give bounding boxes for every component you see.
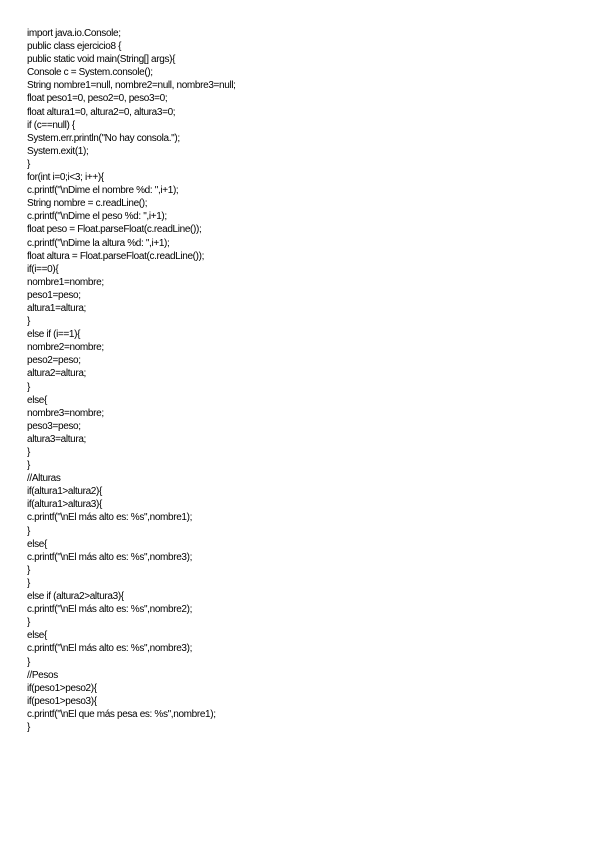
code-line: float altura = Float.parseFloat(c.readLine()); <box>27 250 205 262</box>
code-line: } <box>27 316 30 328</box>
code-line: for(int i=0;i<3; i++){ <box>27 172 104 184</box>
code-line: float peso1=0, peso2=0, peso3=0; <box>27 93 168 105</box>
code-line: nombre2=nombre; <box>27 342 104 354</box>
code-line: //Pesos <box>27 669 58 681</box>
code-line: float peso = Float.parseFloat(c.readLine()); <box>27 224 202 236</box>
code-line: //Alturas <box>27 473 61 485</box>
code-line: } <box>27 158 30 170</box>
code-line: else if (i==1){ <box>27 329 81 341</box>
code-line: nombre1=nombre; <box>27 276 104 288</box>
code-line: } <box>27 525 30 537</box>
code-listing <box>27 27 236 734</box>
code-line: c.printf("\nDime el peso %d: ",i+1); <box>27 211 167 223</box>
code-line: } <box>27 564 30 576</box>
code-line: if (c==null) { <box>27 119 75 131</box>
code-line: public static void main(String[] args){ <box>27 54 176 66</box>
code-line: altura2=altura; <box>27 368 86 380</box>
code-line: peso2=peso; <box>27 355 81 367</box>
code-line: else{ <box>27 630 47 642</box>
code-line: altura3=altura; <box>27 433 86 445</box>
code-line: c.printf("\nEl que más pesa es: %s",nombre1); <box>27 708 216 720</box>
code-line: if(peso1>peso2){ <box>27 682 97 694</box>
code-line: c.printf("\nEl más alto es: %s",nombre3); <box>27 643 193 655</box>
code-line: c.printf("\nEl más alto es: %s",nombre1); <box>27 512 193 524</box>
code-line: public class ejercicio8 { <box>27 41 122 53</box>
code-line: } <box>27 460 30 472</box>
code-line: if(peso1>peso3){ <box>27 695 97 707</box>
code-line: } <box>27 381 30 393</box>
code-line: } <box>27 577 30 589</box>
code-line: if(i==0){ <box>27 263 59 275</box>
code-line: import java.io.Console; <box>27 28 121 39</box>
code-line: System.err.println("No hay consola."); <box>27 132 180 144</box>
code-line: } <box>27 721 30 733</box>
code-line: Console c = System.console(); <box>27 67 153 79</box>
code-line: } <box>27 617 30 629</box>
code-line: String nombre1=null, nombre2=null, nombre3=null; <box>27 80 236 92</box>
code-line: if(altura1>altura2){ <box>27 486 102 498</box>
code-line: String nombre = c.readLine(); <box>27 198 148 210</box>
code-line: } <box>27 447 30 458</box>
code-line: peso3=peso; <box>27 420 81 432</box>
code-line: else if (altura2>altura3){ <box>27 591 124 603</box>
code-line: } <box>27 656 30 668</box>
code-line: if(altura1>altura3){ <box>27 499 102 511</box>
code-line: c.printf("\nDime la altura %d: ",i+1); <box>27 237 170 249</box>
code-line: else{ <box>27 538 47 550</box>
code-line: peso1=peso; <box>27 289 81 301</box>
code-line: c.printf("\nDime el nombre %d: ",i+1); <box>27 185 179 197</box>
code-line: altura1=altura; <box>27 302 86 314</box>
code-line: nombre3=nombre; <box>27 407 104 419</box>
code-line: float altura1=0, altura2=0, altura3=0; <box>27 106 176 118</box>
code-line: c.printf("\nEl más alto es: %s",nombre3); <box>27 551 193 563</box>
code-line: else{ <box>27 394 47 406</box>
code-line: c.printf("\nEl más alto es: %s",nombre2); <box>27 604 193 616</box>
code-line: System.exit(1); <box>27 145 89 157</box>
